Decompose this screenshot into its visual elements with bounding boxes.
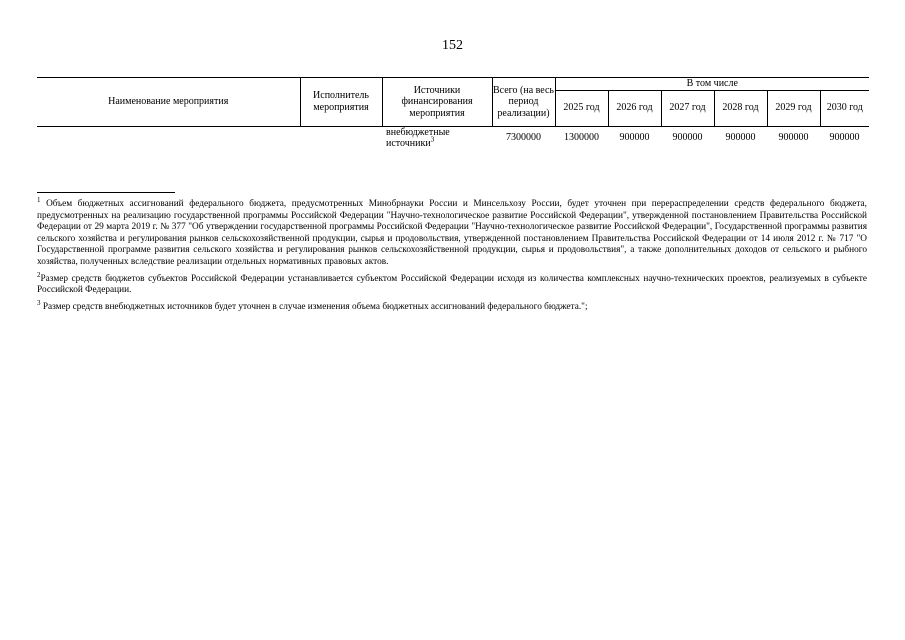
cell-year-value: 1300000 — [564, 132, 599, 144]
footnote-text: Объем бюджетных ассигнований федерального бюджета, предусмотренных Минобрнауки России и Минсельхозу России, будет уточнен при перераспределении средств федерального бюджета, предусмотренных на реализацию государственной программы Российской Федерации "Научно-технологическое развитие Российской Федерации", утвержденной постановлением Правительства Российской Федерации от 29 марта 2019 г. № 377 "Об утверждении государственной программы Российской Федерации "Научно-технологическое развитие Российской Федерации", Государственной программы развития сельского хозяйства и регулирования рынков сельскохозяйственной продукции, сырья и продовольствия, утвержденной постановлением Правительства Российской Федерации от 14 июля 2012 г. № 717 "О Государственной программе развития сельского хозяйства и регулирования рынков сельскохозяйственной продукции, сырья и продовольствия", а также дополнительных доходов от сельского и рыбного хозяйства, полученных вследствие реализации отдельных нормативных правовых актов. — [37, 199, 868, 267]
cell-executor — [300, 126, 382, 150]
footnote-text: Размер средств внебюджетных источников будет уточнен в случае изменения объема бюджетных ассигнований федерального бюджета. — [42, 301, 582, 312]
footnote-marker: 3 — [430, 135, 435, 144]
cell-year-value: 900000 — [619, 132, 650, 144]
table-row — [37, 126, 869, 150]
header-year: 2028 год — [714, 90, 767, 126]
header-year: 2025 год — [555, 90, 608, 126]
closing-quote: "; — [581, 301, 588, 312]
cell-total: 7300000 — [506, 132, 541, 144]
cell-year-value: 900000 — [725, 132, 756, 144]
footnote-divider — [37, 192, 175, 193]
funding-table — [37, 77, 869, 150]
header-sources: Источники финансирования мероприятия — [382, 78, 492, 127]
header-year: 2027 год — [661, 90, 714, 126]
header-total: Всего (на весь период реализации) — [492, 78, 555, 127]
header-year: 2030 год — [820, 90, 869, 126]
cell-source — [382, 126, 492, 150]
footnotes — [37, 195, 868, 318]
cell-year-value: 900000 — [829, 132, 860, 144]
footnote-mark: 1 — [37, 195, 41, 204]
footnote-text: Размер средств бюджетов субъектов Российской Федерации устанавливается субъектом Российской Федерации исходя из количества комплексных научно-технических проектов, реализуемых в субъекте Российской Федерации. — [37, 273, 867, 296]
table-header-row — [37, 78, 869, 91]
footnote-mark: 2 — [37, 270, 41, 279]
header-year: 2029 год — [767, 90, 820, 126]
footnote — [37, 270, 867, 297]
footnote — [37, 195, 868, 269]
header-name: Наименование мероприятия — [37, 78, 300, 127]
footnote — [37, 298, 867, 314]
footnote-mark: 3 — [37, 298, 41, 307]
cell-year-value: 900000 — [778, 132, 809, 144]
cell-name — [37, 126, 300, 150]
page-number: 152 — [442, 38, 463, 53]
cell-year-value: 900000 — [672, 132, 703, 144]
source-label: внебюджетные источники — [386, 126, 450, 149]
header-including: В том числе — [555, 78, 869, 91]
header-year: 2026 год — [608, 90, 661, 126]
header-executor: Исполнитель мероприятия — [300, 78, 382, 127]
